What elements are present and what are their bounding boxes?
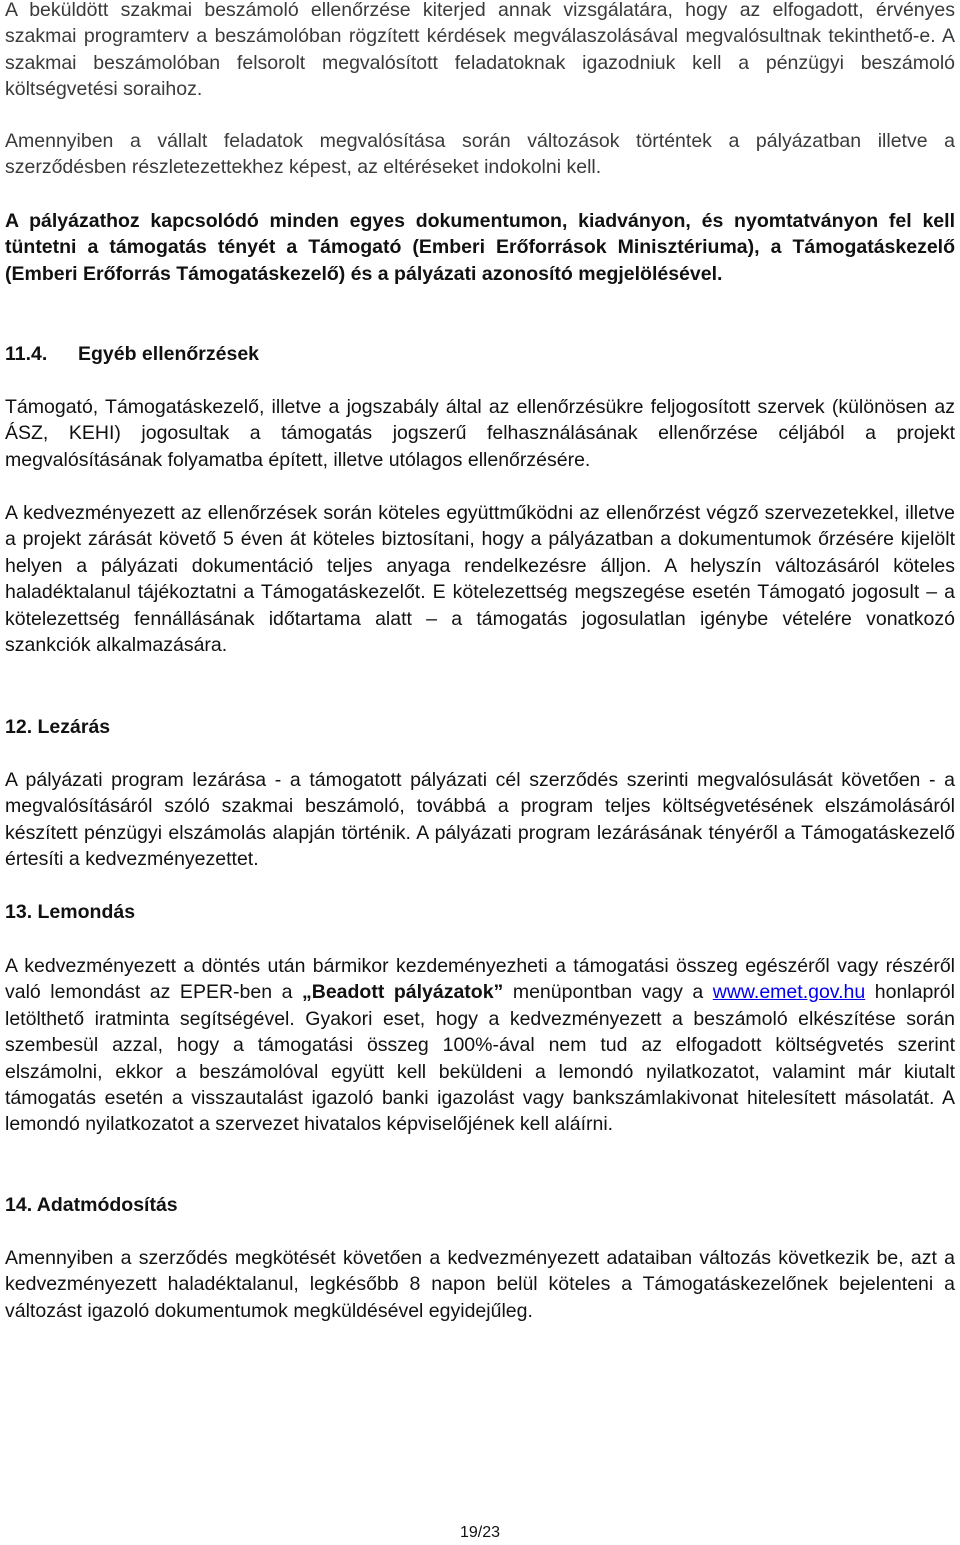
paragraph-changes-justification: Amennyiben a vállalt feladatok megvalósítása során változások történtek a pályázatban illetve a szerződésben részletezettekhez képest, az eltéréseket indokolni kell. xyxy=(5,130,955,179)
withdrawal-text-middle: menüpontban vagy a xyxy=(503,981,713,1004)
withdrawal-text-start: A kedvezményezett a döntés után bármikor kezdeményezheti a támogatási összeg egészéről vagy részéről való lemondást az EPER-ben a xyxy=(5,955,955,1004)
section-heading-13: 13. Lemondás xyxy=(5,901,136,923)
paragraph-authorized-audits: Támogató, Támogatáskezelő, illetve a jogszabály által az ellenőrzésükre feljogosított szervek (különösen az ÁSZ, KEHI) jogosultak a támogatás jogszerű felhasználásának ellenőrzése céljából a projekt megvalósításának folyamatba épített, illetve utólagos ellenőrzésére. xyxy=(5,396,955,471)
paragraph-report-review: A beküldött szakmai beszámoló ellenőrzése kiterjed annak vizsgálatára, hogy az elfogadott, érvényes szakmai programterv a beszámolóban rögzített kérdések megválaszolásával megvalósultnak tekinthető-e. A szakmai beszámolóban felsorolt megvalósított feladatoknak igazodniuk kell a pénzügyi beszámoló költségvetési soraihoz. xyxy=(5,0,955,101)
emet-website-link[interactable]: www.emet.gov.hu xyxy=(712,981,866,1004)
page-number: 19/23 xyxy=(459,1524,501,1541)
menu-name-submitted-applications: „Beadott pályázatok” xyxy=(301,981,504,1004)
paragraph-program-closure: A pályázati program lezárása - a támogatott pályázati cél szerződés szerinti megvalósulását követően - a megvalósításáról szóló szakmai beszámoló, továbbá a program teljes költségvetésének elszámolásáról készített pénzügyi elszámolás alapján történik. A pályázati program lezárásának tényéről a Támogatáskezelő értesíti a kedvezményezettet. xyxy=(5,769,955,871)
paragraph-support-acknowledgement: A pályázathoz kapcsolódó minden egyes dokumentumon, kiadványon, és nyomtatványon fel kell tüntetni a támogatás tényét a Támogató (Emberi Erőforrások Minisztériuma), a Támogatáskezelő (Emberi Erőforrás Támogatáskezelő) és a pályázati azonosító megjelölésével. xyxy=(5,210,955,285)
paragraph-beneficiary-cooperation: A kedvezményezett az ellenőrzések során köteles együttműködni az ellenőrzést végző szervezetekkel, illetve a projekt zárását követő 5 éven át köteles biztosítani, hogy a pályázatban a dokumentumok őrzésére kijelölt helyen a pályázati dokumentáció teljes anyaga rendelkezésre álljon. A helyszín változásáról köteles haladéktalanul tájékoztatni a Támogatáskezelőt. E kötelezettség megszegése esetén Támogató jogosult – a kötelezettség fennállásának időtartama alatt – a támogatás jogosulatlan igénybe vételére vonatkozó szankciók alkalmazására. xyxy=(5,502,955,657)
section-number: 11.4. xyxy=(5,343,48,365)
section-heading-14: 14. Adatmódosítás xyxy=(5,1194,178,1216)
section-heading-11-4 xyxy=(5,341,259,367)
withdrawal-text-end: honlapról letölthető iratminta segítségével. Gyakori eset, hogy a kedvezményezett a beszámoló elkészítése során szembesül azzal, hogy a támogatási összeg 100%-ával nem tud az elfogadott költségvetés szerint elszámolni, ekkor a beszámolóval együtt kell beküldeni a lemondó nyilatkozatot, valamint már kiutalt támogatás esetén a visszautalást igazoló banki igazolást vagy bankszámlakivonat hitelesített másolatát. A lemondó nyilatkozatot a szervezet hivatalos képviselőjének kell aláírni. xyxy=(5,981,955,1136)
paragraph-withdrawal xyxy=(5,953,955,1138)
section-title: Egyéb ellenőrzések xyxy=(78,343,260,365)
section-heading-12: 12. Lezárás xyxy=(5,716,111,738)
paragraph-data-modification: Amennyiben a szerződés megkötését követően a kedvezményezett adataiban változás következik be, azt a kedvezményezett haladéktalanul, legkésőbb 8 napon belül köteles a Támogatáskezelőnek bejelenteni a változást igazoló dokumentumok megküldésével egyidejűleg. xyxy=(5,1247,955,1322)
